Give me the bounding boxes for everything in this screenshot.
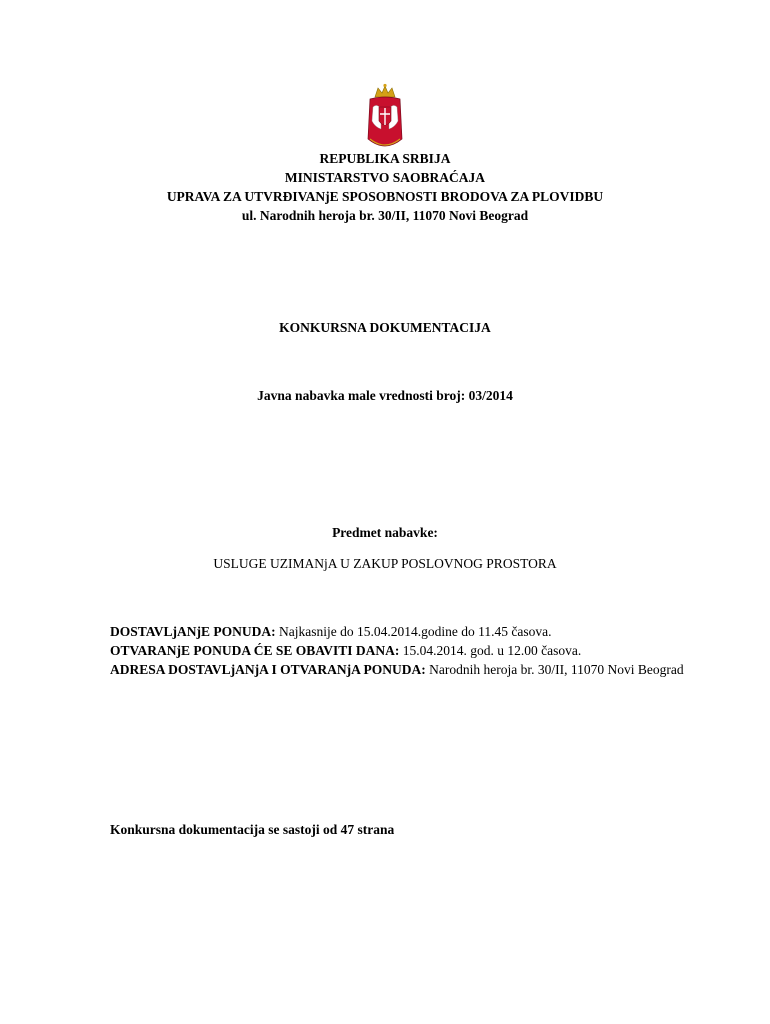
page-count-note: Konkursna dokumentacija se sastoji od 47 strana [110,822,395,837]
subject-title: USLUGE UZIMANjA U ZAKUP POSLOVNOG PROSTORA [213,556,557,571]
address-label: ADRESA DOSTAVLjANjA I OTVARANjA PONUDA: [110,662,426,677]
document-title: KONKURSNA DOKUMENTACIJA [279,320,491,335]
opening-line [110,641,698,660]
opening-value: 15.04.2014. god. u 12.00 časova. [399,643,582,658]
header-line-ministry: MINISTARSTVO SAOBRAĆAJA [284,170,486,185]
delivery-line [110,622,698,641]
header-line-republic: REPUBLIKA SRBIJA [319,151,451,166]
submission-details [110,622,698,679]
subject-label: Predmet nabavke: [332,525,438,540]
header-line-authority: UPRAVA ZA UTVRĐIVANjE SPOSOBNOSTI BRODOVA ZA PLOVIDBU [166,189,604,204]
header-line-address: ul. Narodnih heroja br. 30/II, 11070 Novi Beograd [241,208,529,223]
address-value: Narodnih heroja br. 30/II, 11070 Novi Beograd [425,662,684,677]
serbia-coat-of-arms-icon [366,83,404,155]
delivery-label: DOSTAVLjANjE PONUDA: [110,624,276,639]
opening-label: OTVARANjE PONUDA ĆE SE OBAVITI DANA: [110,643,400,658]
procurement-number: Javna nabavka male vrednosti broj: 03/2014 [257,388,513,403]
delivery-value: Najkasnije do 15.04.2014.godine do 11.45 časova. [275,624,552,639]
address-line [110,660,698,679]
